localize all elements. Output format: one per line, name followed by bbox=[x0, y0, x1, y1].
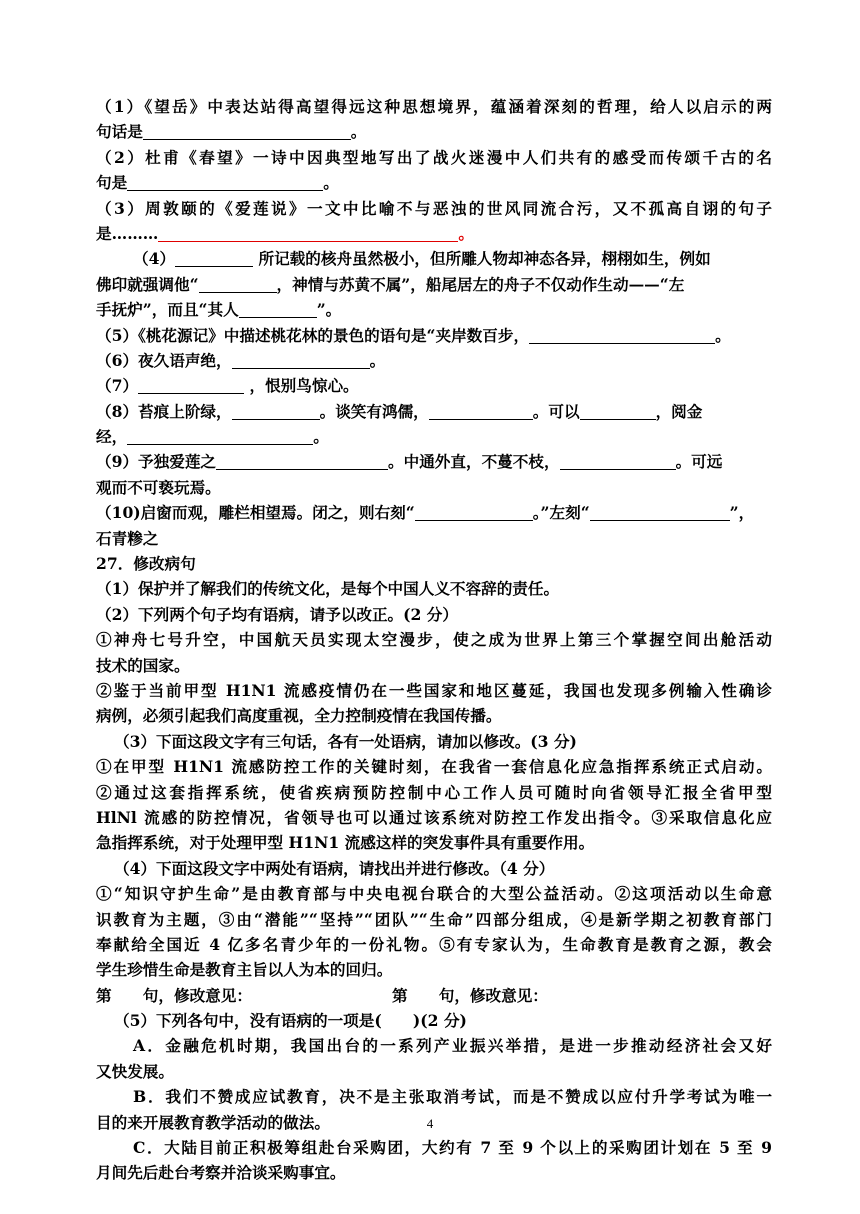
s27-q3-p4: 急指挥系统，对于处理甲型 H1N1 流感这样的突发事件具有重要作用。 bbox=[96, 833, 595, 853]
s27-q2: （2）下列两个句子均有语病，请予以改正。(2 分） bbox=[96, 604, 458, 624]
s27-q4-p4: 学生珍惜生命是教育主旨以人为本的回归。 bbox=[96, 960, 393, 980]
s27-q5-c2: 月间先后赴台考察并洽谈采购事宜。 bbox=[96, 1163, 346, 1183]
q8-text: 。可以 bbox=[532, 401, 580, 421]
period-red: 。 bbox=[458, 223, 474, 243]
q1-line2 bbox=[96, 119, 772, 144]
q6-text: （6）夜久语声绝， bbox=[96, 350, 232, 370]
s27-q4-p3: 奉献给全国近 4 亿多名青少年的一份礼物。⑤有专家认为，生命教育是教育之源，教会 bbox=[96, 934, 772, 954]
answer-blank[interactable] bbox=[429, 403, 533, 420]
q5-text: （5）《桃花源记》中描述桃花林的景色的语句是“夹岸数百步， bbox=[96, 325, 530, 345]
q8-text: ，阅金 bbox=[655, 401, 703, 421]
s27-q5-b2: 目的来开展教育教学活动的做法。 bbox=[96, 1112, 330, 1132]
answer-blank[interactable] bbox=[199, 276, 277, 293]
period: 。 bbox=[369, 350, 386, 370]
q4-line1 bbox=[96, 246, 772, 271]
answer-blank[interactable] bbox=[239, 301, 317, 318]
answer-blank[interactable] bbox=[158, 225, 458, 242]
q7-line bbox=[96, 373, 772, 398]
s27-q4-p1: ①“知识守护生命”是由教育部与中央电视台联合的大型公益活动。②这项活动以生命意 bbox=[96, 884, 772, 904]
q8-text: （8）苔痕上阶绿， bbox=[96, 401, 232, 421]
s27-q2-b1: ②鉴于当前甲型 H1N1 流感疫情仍在一些国家和地区蔓延，我国也发现多例输入性确诊 bbox=[96, 680, 772, 700]
q9-line2: 观而不可亵玩焉。 bbox=[96, 477, 221, 497]
q6-line bbox=[96, 348, 772, 373]
q10-line2: 石青糁之 bbox=[96, 528, 159, 548]
q4-text: 手抚炉”，而且“其人 bbox=[96, 300, 239, 320]
period: 。 bbox=[350, 122, 367, 142]
q3-prefix: 是……… bbox=[96, 223, 159, 243]
q4-line2 bbox=[96, 272, 772, 297]
s27-q3-p2: ②通过这套指挥系统，使省疾病预防控制中心工作人员可随时向省领导汇报全省甲型 bbox=[96, 782, 772, 802]
answer-blank[interactable] bbox=[560, 453, 676, 470]
answer-blank[interactable] bbox=[415, 504, 533, 521]
q9-text: 。中通外直，不蔓不枝， bbox=[388, 452, 560, 472]
q5-line bbox=[96, 323, 772, 348]
q1-prefix: 句话是 bbox=[96, 122, 143, 142]
answer-blank[interactable] bbox=[590, 504, 730, 521]
period: 。 bbox=[323, 173, 339, 193]
revision-prompt-2: 第 句，修改意见： bbox=[391, 985, 548, 1005]
q3-line2 bbox=[96, 221, 772, 246]
q8-text: 。谈笑有鸿儒， bbox=[319, 401, 429, 421]
q2-prefix: 句是 bbox=[96, 173, 128, 193]
answer-blank[interactable] bbox=[175, 250, 253, 267]
period: 。 bbox=[313, 427, 329, 447]
q2-line2 bbox=[96, 170, 772, 195]
s27-q2-b2: 病例，必须引起我们高度重视，全力控制疫情在我国传播。 bbox=[96, 706, 502, 726]
q8-line2 bbox=[96, 424, 772, 449]
answer-blank[interactable] bbox=[529, 327, 715, 344]
answer-blank[interactable] bbox=[232, 352, 370, 369]
q4-prefix: （4） bbox=[133, 249, 176, 269]
s27-q5-b1: B．我们不赞成应试教育，决不是主张取消考试，而是不赞成以应付升学考试为唯一 bbox=[133, 1087, 772, 1107]
section-27-heading: 27．修改病句 bbox=[96, 554, 196, 574]
q9-text: 。可远 bbox=[675, 452, 723, 472]
q4-text: ”。 bbox=[316, 300, 342, 320]
s27-q4-answer bbox=[96, 983, 772, 1008]
answer-blank[interactable] bbox=[216, 453, 388, 470]
q1-line1: （1）《望岳》中表达站得高望得远这种思想境界，蕴涵着深刻的哲理，给人以启示的两 bbox=[96, 97, 772, 116]
answer-blank[interactable] bbox=[138, 377, 244, 394]
q4-line3 bbox=[96, 297, 772, 322]
q4-text: 佛印就强调他“ bbox=[96, 274, 199, 294]
q4-text: 所记载的核舟虽然极小，但所雕人物却神态各异，栩栩如生，例如 bbox=[258, 249, 711, 269]
answer-blank[interactable] bbox=[127, 428, 313, 445]
q8-line1 bbox=[96, 399, 772, 424]
q10-text: 。”左刻“ bbox=[532, 503, 590, 523]
q7-text: （7） bbox=[96, 376, 139, 396]
q2-line1: （2）杜甫《春望》一诗中因典型地写出了战火迷漫中人们共有的感受而传颂千古的名 bbox=[96, 147, 772, 167]
q7-text: ，恨别鸟惊心。 bbox=[249, 376, 359, 396]
answer-blank[interactable] bbox=[127, 174, 323, 191]
answer-blank[interactable] bbox=[232, 403, 320, 420]
document-page bbox=[96, 94, 772, 1186]
s27-q5-a2: 又快发展。 bbox=[96, 1061, 174, 1081]
q10-text: ”， bbox=[729, 503, 755, 523]
answer-blank[interactable] bbox=[580, 403, 656, 420]
s27-q5-c1: C．大陆目前正积极筹组赴台采购团，大约有 7 至 9 个以上的采购团计划在 5 至 9 bbox=[133, 1138, 772, 1158]
q9-line1 bbox=[96, 449, 772, 474]
s27-q1: （1）保护并了解我们的传统文化，是每个中国人义不容辞的责任。 bbox=[96, 579, 560, 599]
q4-text: ，神情与苏黄不属”，船尾居左的舟子不仅动作生动——“左 bbox=[276, 274, 685, 294]
s27-q3: （3）下面这段文字有三句话，各有一处语病，请加以修改。(3 分) bbox=[114, 731, 577, 751]
q3-line1: （3）周敦颐的《爱莲说》一文中比喻不与恶浊的世风同流合污，又不孤高自诩的句子 bbox=[96, 198, 772, 218]
q8-text: 经， bbox=[96, 427, 128, 447]
s27-q2-a2: 技术的国家。 bbox=[96, 655, 190, 675]
q10-text: （10)启窗而观，雕栏相望焉。闭之，则右刻“ bbox=[96, 503, 415, 523]
page-number: 4 bbox=[426, 1116, 434, 1131]
q10-line1 bbox=[96, 500, 772, 525]
s27-q5: （5）下列各句中，没有语病的一项是( )(2 分) bbox=[114, 1011, 467, 1031]
s27-q4: （4）下面这段文字中两处有语病，请找出并进行修改。（4 分） bbox=[114, 858, 555, 878]
answer-blank[interactable] bbox=[143, 123, 351, 140]
s27-q3-p1: ①在甲型 H1N1 流感防控工作的关键时刻，在我省一套信息化应急指挥系统正式启动。 bbox=[96, 757, 772, 777]
q9-text: （9）予独爱莲之 bbox=[96, 452, 217, 472]
s27-q2-a1: ①神舟七号升空，中国航天员实现太空漫步，使之成为世界上第三个掌握空间出舱活动 bbox=[96, 630, 772, 650]
period: 。 bbox=[715, 325, 731, 345]
s27-q4-p2: 识教育为主题，③由“潜能”“坚持”“团队”“生命”四部分组成，④是新学期之初教育部门 bbox=[96, 909, 772, 929]
s27-q5-a1: A．金融危机时期，我国出台的一系列产业振兴举措，是进一步推动经济社会又好 bbox=[133, 1036, 772, 1056]
revision-prompt-1: 第 句，修改意见： bbox=[96, 985, 252, 1005]
s27-q3-p3: HlNl 流感的防控情况，省领导也可以通过该系统对防控工作发出指令。③采取信息化应 bbox=[96, 807, 772, 827]
